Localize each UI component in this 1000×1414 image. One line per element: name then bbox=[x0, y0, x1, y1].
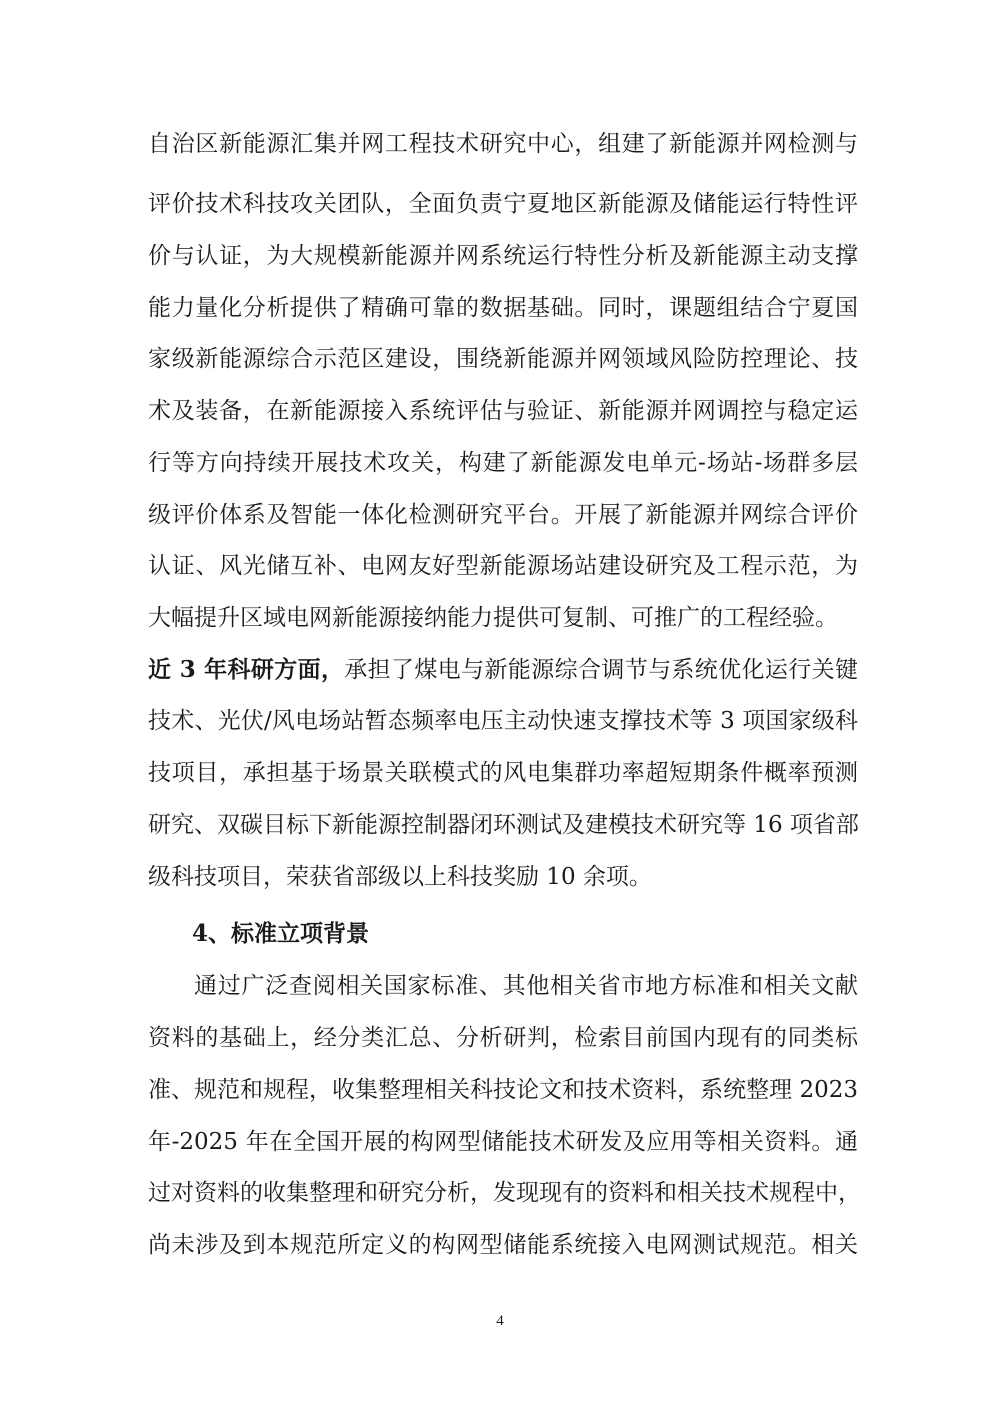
text-line-mixed bbox=[148, 650, 858, 690]
text-line: 技术、光伏/风电场站暂态频率电压主动快速支撑技术等 3 项国家级科 bbox=[148, 708, 858, 734]
text-line: 过对资料的收集整理和研究分析，发现现有的资料和相关技术规程中， bbox=[148, 1180, 861, 1206]
text-line: 级科技项目，荣获省部级以上科技奖励 10 余项。 bbox=[148, 864, 652, 890]
text-line: 尚未涉及到本规范所定义的构网型储能系统接入电网测试规范。相关 bbox=[148, 1232, 858, 1258]
text-line: 研究、双碳目标下新能源控制器闭环测试及建模技术研究等 16 项省部 bbox=[148, 812, 859, 838]
text-line: 准、规范和规程，收集整理相关科技论文和技术资料，系统整理 2023 bbox=[148, 1077, 858, 1103]
section-heading: 4、标准立项背景 bbox=[192, 920, 370, 947]
text-line: 大幅提升区域电网新能源接纳能力提供可复制、可推广的工程经验。 bbox=[148, 605, 838, 631]
text-line: 技项目，承担基于场景关联模式的风电集群功率超短期条件概率预测 bbox=[148, 760, 858, 786]
text-line: 自治区新能源汇集并网工程技术研究中心，组建了新能源并网检测与 bbox=[148, 131, 858, 157]
text-line: 价与认证，为大规模新能源并网系统运行特性分析及新能源主动支撑 bbox=[148, 243, 858, 269]
text-line: 级评价体系及智能一体化检测研究平台。开展了新能源并网综合评价 bbox=[148, 502, 858, 528]
bold-lead-text: 近 3 年科研方面， bbox=[148, 656, 345, 683]
text-line: 评价技术科技攻关团队，全面负责宁夏地区新能源及储能运行特性评 bbox=[148, 191, 858, 217]
text-line: 能力量化分析提供了精确可靠的数据基础。同时，课题组结合宁夏国 bbox=[148, 295, 858, 321]
text-line: 认证、风光储互补、电网友好型新能源场站建设研究及工程示范，为 bbox=[148, 553, 858, 579]
page-number: 4 bbox=[496, 1313, 504, 1329]
text-line: 资料的基础上，经分类汇总、分析研判，检索目前国内现有的同类标 bbox=[148, 1025, 858, 1051]
text-line: 年-2025 年在全国开展的构网型储能技术研发及应用等相关资料。通 bbox=[148, 1129, 858, 1155]
text-line: 家级新能源综合示范区建设，围绕新能源并网领域风险防控理论、技 bbox=[148, 346, 858, 372]
text-line: 术及装备，在新能源接入系统评估与验证、新能源并网调控与稳定运 bbox=[148, 398, 858, 424]
text-line: 行等方向持续开展技术攻关，构建了新能源发电单元-场站-场群多层 bbox=[148, 450, 858, 476]
text-line: 通过广泛查阅相关国家标准、其他相关省市地方标准和相关文献 bbox=[194, 973, 858, 999]
text-segment: 承担了煤电与新能源综合调节与系统优化运行关键 bbox=[344, 657, 858, 683]
